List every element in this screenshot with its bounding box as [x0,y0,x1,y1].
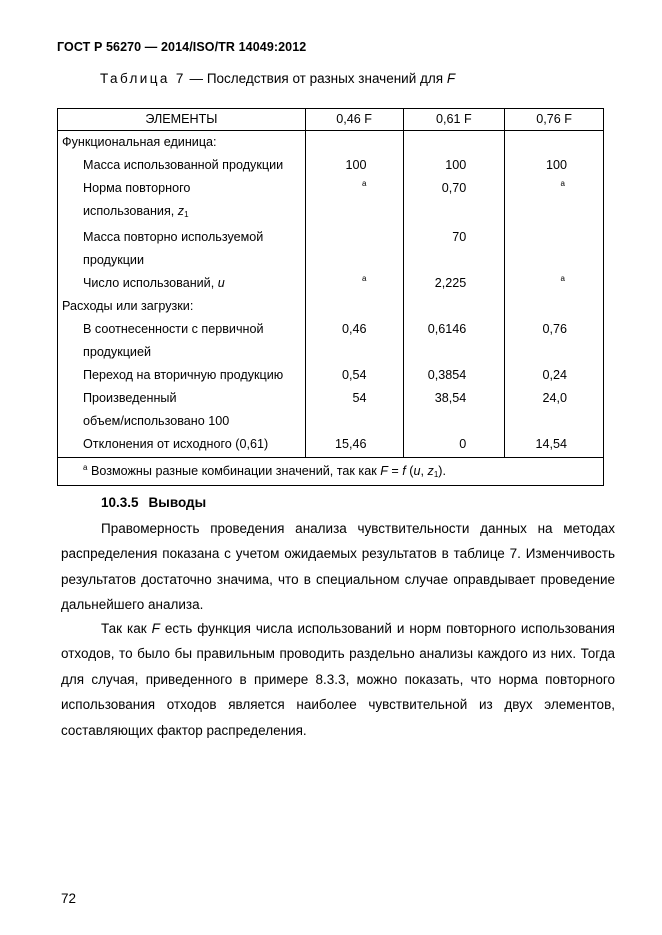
table-row [58,410,604,433]
row-label-cont: объем/использовано 100 [58,410,306,433]
cell-value: 0,76 [505,318,604,341]
page-number: 72 [61,891,77,906]
table-row [58,341,604,364]
row-label: Произведенный [58,387,306,410]
table-7 [57,108,604,486]
cell-value: 0 [403,433,505,458]
header-061f: 0,61 F [403,109,505,131]
cell-value [305,226,403,249]
row-label: Переход на вторичную продукцию [58,364,306,387]
cell-value: 38,54 [403,387,505,410]
table-footnote: $^a$ Возможны разные комбинации значений, так как F = f (u, $z_1$). [58,458,604,486]
cell-value: 0,24 [505,364,604,387]
row-label: Норма повторного [58,177,306,200]
cell-value: 24,0 [505,387,604,410]
row-label-cont: использования, $z_1$ [58,200,306,226]
section-heading [101,495,206,510]
section-expenses: Расходы или загрузки: [58,295,306,318]
table-row [58,177,604,200]
table-caption-text: Последствия от разных значений для [206,71,447,86]
table-row [58,387,604,410]
cell-value: 100 [305,154,403,177]
cell-value: 0,54 [305,364,403,387]
paragraph-var: F [151,621,160,636]
table-row [58,226,604,249]
cell-value: 14,54 [505,433,604,458]
cell-value: 100 [403,154,505,177]
table-caption-label: Таблица 7 [100,71,186,86]
cell-value: 0,70 [403,177,505,200]
cell-value: 0,6146 [403,318,505,341]
section-number: 10.3.5 [101,495,139,510]
cell-value: 70 [403,226,505,249]
footnote-mark: a [305,272,403,295]
table-row [58,131,604,155]
table-row [58,272,604,295]
table-caption-var: F [446,71,456,86]
row-label: Масса использованной продукции [58,154,306,177]
table-row [58,154,604,177]
table-footnote-row [58,458,604,486]
cell-value [505,226,604,249]
row-label: Масса повторно используемой [58,226,306,249]
table-row [58,200,604,226]
row-label-cont: продукцией [58,341,306,364]
row-label: Отклонения от исходного (0,61) [58,433,306,458]
cell-value: 0,3854 [403,364,505,387]
table-header-row [58,109,604,131]
document-header: ГОСТ Р 56270 — 2014/ISO/TR 14049:2012 [57,40,307,54]
table-row [58,295,604,318]
cell-value: 100 [505,154,604,177]
footnote-mark: a [305,177,403,200]
cell-value: 54 [305,387,403,410]
row-label-cont: продукции [58,249,306,272]
header-elements: ЭЛЕМЕНТЫ [58,109,306,131]
table-row [58,318,604,341]
table-row [58,364,604,387]
table-row [58,249,604,272]
footnote-mark: a [505,272,604,295]
cell-value: 15,46 [305,433,403,458]
footnote-mark: a [505,177,604,200]
footnote-mark: a [83,463,88,472]
paragraph-2: Так как F есть функция числа использований и норм повторного использования отходов, то было бы правильным проводить раздельно анализы каждого из них. Тогда для случая, приведенного в примере 8.3.3, можно показать, что норма повторного использования отходов является наиболее чувствительной из двух элементов, составляющих фактор распределения. [61,621,615,738]
paragraph-1: Правомерность проведения анализа чувствительности данных на методах распределения показана с учетом ожидаемых результатов в таблице 7. Изменчивость результатов достаточно значима, что в специальном случае оправдывает проведение дальнейшего анализа. [61,521,615,613]
row-label: Число использований, u [58,272,306,295]
header-046f: 0,46 F [305,109,403,131]
cell-value: 0,46 [305,318,403,341]
table-caption [100,71,455,86]
section-title: Выводы [148,495,207,510]
table-caption-dash: — [185,71,207,86]
header-076f: 0,76 F [505,109,604,131]
row-label: В соотнесенности с первичной [58,318,306,341]
table-row [58,433,604,458]
cell-value: 2,225 [403,272,505,295]
section-functional-unit: Функциональная единица: [58,131,306,155]
